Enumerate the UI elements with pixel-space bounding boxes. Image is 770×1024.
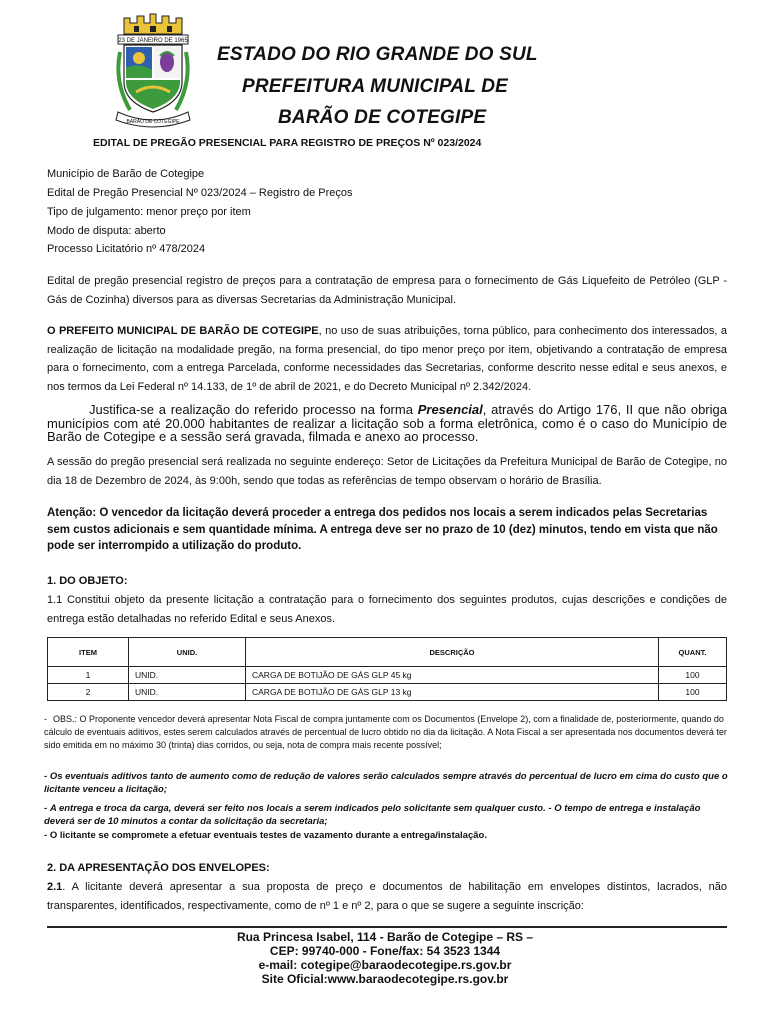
note-obs: - OBS.: O Proponente vencedor deverá apresentar Nota Fiscal de compra juntamente com os Documentos (Envelope 2), com a finalidade de, posteriormente, quando do cálculo de eventuais aditivos, estes serem calculados através de percentual de lucro obtido no dia da licitação. A Nota Fiscal a ser apresentada nos documentos deverá ter sido emitida em no máximo 30 (trinta) dias corridos, ou seja, nota de compra mais recente possível; [44,714,727,750]
header-municipio: BARÃO DE COTEGIPE [278,107,487,128]
note-entrega: - A entrega e troca da carga, deverá ser feito nos locais a serem indicados pelo solicitante sem qualquer custo. - O tempo de entrega e instalação deverá ser de 10 minutos a contar da solicitação da secretaria; [44,803,701,827]
section1-title: 1. DO OBJETO: [47,575,128,587]
cell-unid: UNID. [129,667,246,684]
section2-text [47,878,727,915]
section2-body: . A licitante deverá apresentar a sua proposta de preço e documentos de habilitação em envelopes distintos, lacrados, não transparentes, identificados, respectivamente, como de nº 1 e nº 2, para o que se sugere a seguinte inscrição: [47,881,727,912]
footer-site: Site Oficial:www.baraodecotegipe.rs.gov.br [261,972,509,986]
svg-text:23 DE JANEIRO DE 1965: 23 DE JANEIRO DE 1965 [118,38,188,44]
items-table [47,637,727,701]
footer-cep: CEP: 99740-000 - Fone/fax: 54 3523 1344 [269,944,501,958]
note-testes: - O licitante se compromete a efetuar eventuais testes de vazamento durante a entrega/instalação. [44,830,487,841]
cell-unid: UNID. [129,684,246,701]
meta-processo: Processo Licitatório nº 478/2024 [47,243,206,255]
objeto-resumo: Edital de pregão presencial registro de preços para a contratação de empresa para o fornecimento de Gás Liquefeito de Petróleo (GLP - Gás de Cozinha) diversos para as diversas Secretarias da Administração Municipal. [47,275,727,306]
footer-divider [47,926,727,928]
th-unid: UNID. [129,638,246,667]
section2-num: 2.1 [47,881,63,893]
justifica-before: Justifica-se a realização do referido processo na forma [89,402,418,417]
note-testes-text: O licitante se compromete a efetuar eventuais testes de vazamento durante a entrega/instalação. [49,830,487,841]
table-header-row [48,638,727,667]
cell-descricao: CARGA DE BOTIJÃO DE GÁS GLP 45 kg [246,667,659,684]
table-row [48,684,727,701]
prefeito-bold: O PREFEITO MUNICIPAL DE BARÃO DE COTEGIPE [47,325,319,337]
prefeito-paragraph [47,322,727,396]
note-aditivos: - Os eventuais aditivos tanto de aumento como de redução de valores serão calculados sempre através do percentual de lucro em cima do custo que o licitante venceu a licitação; [44,771,728,795]
sessao-paragraph: A sessão do pregão presencial será realizada no seguinte endereço: Setor de Licitações da Prefeitura Municipal de Barão de Cotegipe, no dia 18 de Dezembro de 2024, às 9:00h, sendo que todas as referências de tempo observam o horário de Brasília. [47,456,727,487]
justifica-after: , através do Artigo 176, II que não obriga municípios com até 20.000 habitantes de realizar a licitação sob a forma eletrônica, como é o caso do Município de Barão de Cotegipe e a sessão será gravada, filmada e anexo ao processo. [47,402,727,444]
th-quant: QUANT. [659,638,727,667]
meta-edital: Edital de Pregão Presencial Nº 023/2024 – Registro de Preços [47,187,353,199]
th-descricao: DESCRIÇÃO [246,638,659,667]
municipal-crest-logo [110,12,196,132]
note-aditivos-text: Os eventuais aditivos tanto de aumento como de redução de valores serão calculados sempre através do percentual de lucro em cima do custo que o licitante venceu a licitação; [44,771,728,795]
footer-email: e-mail: cotegipe@baraodecotegipe.rs.gov.br [258,958,512,972]
cell-quant: 100 [659,684,727,701]
justifica-bold: Presencial [417,402,483,417]
meta-municipio: Município de Barão de Cotegipe [47,168,205,180]
cell-item: 2 [48,684,129,701]
cell-item: 1 [48,667,129,684]
prefeito-text: , no uso de suas atribuições, torna público, para conhecimento dos interessados, a realização de licitação na modalidade pregão, na forma presencial, do tipo menor preço por item, objetivando a contratação de empresa para o fornecimento, com a entrega Parcelada, conforme necessidades das Secretarias, conforme descrito nesse edital e seus anexos, e nos termos da Lei Federal nº 14.133, de 1º de abril de 2021, e do Decreto Municipal nº 2.342/2024. [47,325,727,393]
justifica-paragraph [47,403,727,444]
table-row [48,667,727,684]
meta-julgamento: Tipo de julgamento: menor preço por item [47,206,251,218]
th-item: ITEM [48,638,129,667]
edital-title: EDITAL DE PREGÃO PRESENCIAL PARA REGISTRO DE PREÇOS Nº 023/2024 [93,137,482,149]
section1-text: 1.1 Constitui objeto da presente licitação a contratação para o fornecimento dos seguintes produtos, cujas descrições e condições de entrega estão detalhadas no referido Edital e seus Anexos. [47,594,727,625]
cell-quant: 100 [659,667,727,684]
meta-disputa: Modo de disputa: aberto [47,225,166,237]
footer-address: Rua Princesa Isabel, 114 - Barão de Cotegipe – RS – [236,930,534,944]
svg-text:BARÃO DE COTEGIPE: BARÃO DE COTEGIPE [126,119,180,125]
header-prefeitura: PREFEITURA MUNICIPAL DE [242,76,509,97]
section2-title: 2. DA APRESENTAÇÃO DOS ENVELOPES: [47,862,270,874]
atencao-notice: Atenção: O vencedor da licitação deverá proceder a entrega dos pedidos nos locais a serem indicados pelas Secretarias sem custos adicionais e sem quantidade mínima. A entrega deve ser no prazo de 10 (dez) minutos, tendo em vista que não pode ser interrompido a utilização do produto. [47,507,718,552]
header-state: ESTADO DO RIO GRANDE DO SUL [217,44,538,65]
note-obs-text: OBS.: O Proponente vencedor deverá apresentar Nota Fiscal de compra juntamente com os Documentos (Envelope 2), com a finalidade de, posteriormente, quando do cálculo de eventuais aditivos, estes serem calculados através de percentual de lucro obtido no dia da licitação. A Nota Fiscal a ser apresentada nos documentos deverá ter sido emitida em no máximo 30 (trinta) dias corridos, ou seja, nota de compra mais recente possível; [44,714,727,750]
cell-descricao: CARGA DE BOTIJÃO DE GÁS GLP 13 kg [246,684,659,701]
note-entrega-text: A entrega e troca da carga, deverá ser feito nos locais a serem indicados pelo solicitante sem qualquer custo. - O tempo de entrega e instalação deverá ser de 10 minutos a contar da solicitação da secretaria; [44,803,701,827]
